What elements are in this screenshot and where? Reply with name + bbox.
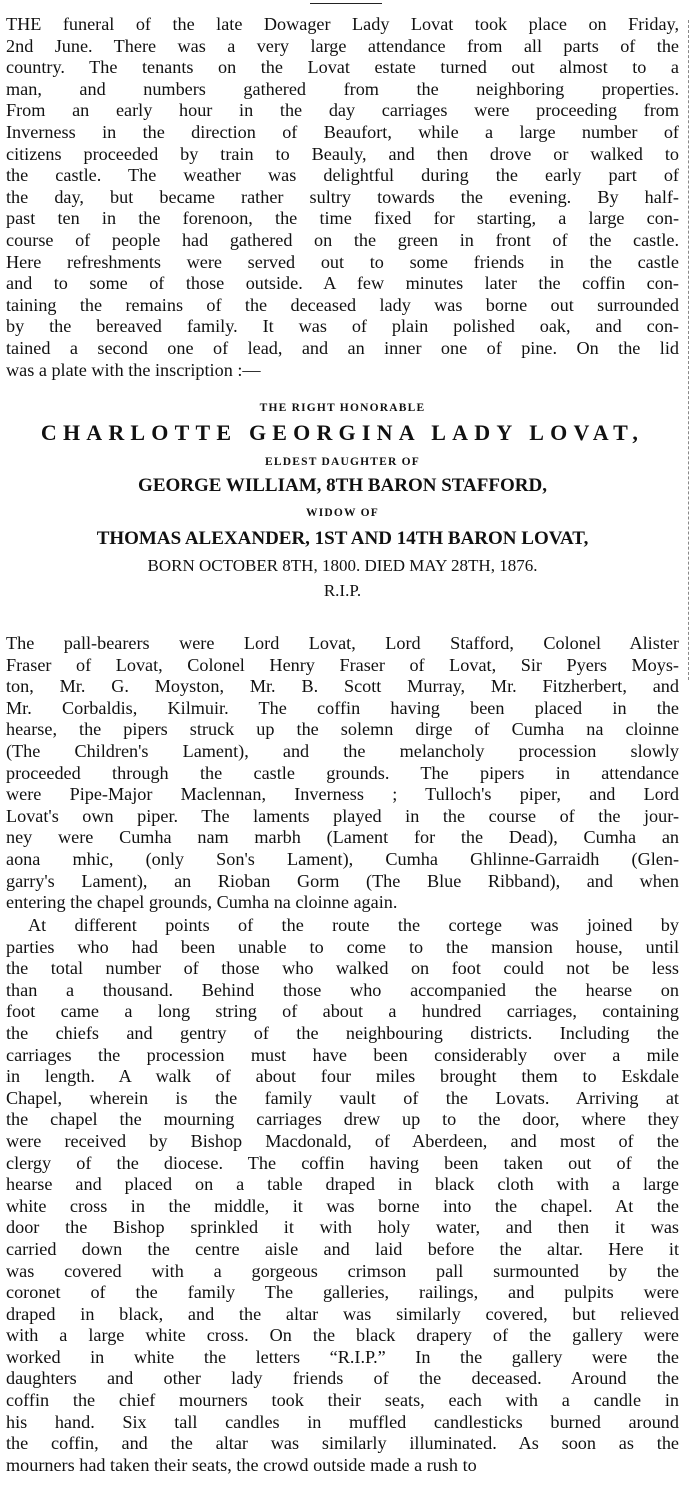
- text-line: were Pipe-Major Maclennan, Inverness ; Tulloch's piper, and Lord: [6, 784, 679, 805]
- text-line: and to some of those outside. A few minutes later the coffin con-: [6, 273, 679, 294]
- text-line: the castle. The weather was delightful during the early part of: [6, 165, 679, 186]
- text-line: white cross in the middle, it was borne into the chapel. At the: [6, 1195, 679, 1216]
- text-line: the coffin, and the altar was similarly illuminated. As soon as the: [6, 1433, 679, 1454]
- text-line: THE funeral of the late Dowager Lady Lovat took place on Friday,: [6, 14, 679, 34]
- text-line: From an early hour in the day carriages were proceeding from: [6, 100, 679, 121]
- text-line: proceeded through the castle grounds. The pipers in attendance: [6, 762, 679, 783]
- inscription-block: [6, 399, 679, 602]
- text-line: country. The tenants on the Lovat estate turned out almost to a: [6, 57, 679, 78]
- text-line: The pall-bearers were Lord Lovat, Lord Stafford, Colonel Alister: [6, 633, 679, 653]
- text-line: parties who had been unable to come to the mansion house, until: [6, 936, 679, 957]
- text-line: than a thousand. Behind those who accompanied the hearse on: [6, 979, 679, 1000]
- text-line: daughters and other lady friends of the deceased. Around the: [6, 1368, 679, 1389]
- text-line: hearse and placed on a table draped in black cloth with a large: [6, 1174, 679, 1195]
- text-line: his hand. Six tall candles in muffled candlesticks burned around: [6, 1411, 679, 1432]
- procession-paragraph: [6, 915, 679, 1476]
- procession-text: [6, 915, 679, 1476]
- inscription-rip-line: R.I.P.: [323, 581, 362, 600]
- inscription-husband-line: THOMAS ALEXANDER, 1ST AND 14TH BARON LOVAT,: [96, 528, 589, 549]
- inscription-name-line: CHARLOTTE GEORGINA LADY LOVAT,: [40, 420, 645, 445]
- intro-text: [6, 14, 679, 381]
- text-line: carriages the procession must have been considerably over a mile: [6, 1044, 679, 1065]
- text-line: the chapel the mourning carriages drew up to the door, where they: [6, 1109, 679, 1130]
- text-line: worked in white the letters “R.I.P.” In the gallery were the: [6, 1346, 679, 1367]
- text-line: Here refreshments were served out to some friends in the castle: [6, 251, 679, 272]
- text-line: man, and numbers gathered from the neighboring properties.: [6, 78, 679, 99]
- text-line: coronet of the family The galleries, railings, and pulpits were: [6, 1282, 679, 1303]
- text-line: Inverness in the direction of Beaufort, while a large number of: [6, 121, 679, 142]
- text-line: ney were Cumha nam marbh (Lament for the Dead), Cumha an: [6, 827, 679, 848]
- text-line: entering the chapel grounds, Cumha na cloinne again.: [6, 892, 398, 913]
- pallbearers-text: [6, 633, 679, 914]
- text-line: door the Bishop sprinkled it with holy water, and then it was: [6, 1217, 679, 1238]
- text-line: tained a second one of lead, and an inner one of pine. On the lid: [6, 337, 679, 358]
- inscription-daughter-line: ELDEST DAUGHTER OF: [265, 456, 420, 468]
- text-line: the day, but became rather sultry towards the evening. By half-: [6, 186, 679, 207]
- text-line: course of people had gathered on the green in front of the castle.: [6, 229, 679, 250]
- text-line: were received by Bishop Macdonald, of Aberdeen, and most of the: [6, 1130, 679, 1151]
- text-line: Lovat's own piper. The laments played in the course of the jour-: [6, 805, 679, 826]
- text-line: by the bereaved family. It was of plain polished oak, and con-: [6, 316, 679, 337]
- text-line: was a plate with the inscription :—: [6, 359, 261, 380]
- text-line: At different points of the route the cortege was joined by: [28, 915, 679, 935]
- top-ornament-rule: [310, 0, 382, 4]
- text-line: Chapel, wherein is the family vault of the Lovats. Arriving at: [6, 1087, 679, 1108]
- text-line: past ten in the forenoon, the time fixed for starting, a large con-: [6, 208, 679, 229]
- text-line: carried down the centre aisle and laid before the altar. Here it: [6, 1238, 679, 1259]
- text-line: (The Children's Lament), and the melancholy procession slowly: [6, 740, 679, 761]
- text-line: Mr. Corbaldis, Kilmuir. The coffin having been placed in the: [6, 697, 679, 718]
- inscription-title-line: THE RIGHT HONORABLE: [259, 402, 426, 414]
- text-line: draped in black, and the altar was similarly covered, but relieved: [6, 1303, 679, 1324]
- text-line: with a large white cross. On the black drapery of the gallery were: [6, 1325, 679, 1346]
- text-line: aona mhic, (only Son's Lament), Cumha Ghlinne-Garraidh (Glen-: [6, 848, 679, 869]
- text-line: taining the remains of the deceased lady was borne out surrounded: [6, 294, 679, 315]
- text-line: the chiefs and gentry of the neighbouring districts. Including the: [6, 1022, 679, 1043]
- inscription-dates-line: BORN OCTOBER 8TH, 1800. DIED MAY 28TH, 1876.: [147, 556, 538, 575]
- text-line: in length. A walk of about four miles brought them to Eskdale: [6, 1066, 679, 1087]
- inscription-father-line: GEORGE WILLIAM, 8TH BARON STAFFORD,: [138, 475, 547, 496]
- text-line: citizens proceeded by train to Beauly, and then drove or walked to: [6, 143, 679, 164]
- text-line: was covered with a gorgeous crimson pall surmounted by the: [6, 1260, 679, 1281]
- text-line: foot came a long string of about a hundred carriages, containing: [6, 1001, 679, 1022]
- text-line: Fraser of Lovat, Colonel Henry Fraser of Lovat, Sir Pyers Moys-: [6, 654, 679, 675]
- text-line: clergy of the diocese. The coffin having been taken out of the: [6, 1152, 679, 1173]
- text-line: hearse, the pipers struck up the solemn dirge of Cumha na cloinne: [6, 719, 679, 740]
- text-line: mourners had taken their seats, the crowd outside made a rush to: [6, 1454, 477, 1475]
- text-line: ton, Mr. G. Moyston, Mr. B. Scott Murray, Mr. Fitzherbert, and: [6, 676, 679, 697]
- text-line: 2nd June. There was a very large attendance from all parts of the: [6, 35, 679, 56]
- text-line: coffin the chief mourners took their seats, each with a candle in: [6, 1390, 679, 1411]
- inscription-widow-line: WIDOW OF: [306, 507, 379, 519]
- intro-paragraph: [6, 14, 679, 381]
- text-line: garry's Lament), an Rioban Gorm (The Blue Ribband), and when: [6, 870, 679, 891]
- margin-rule: [688, 20, 691, 680]
- text-line: the total number of those who walked on foot could not be less: [6, 958, 679, 979]
- pallbearers-paragraph: [6, 633, 679, 914]
